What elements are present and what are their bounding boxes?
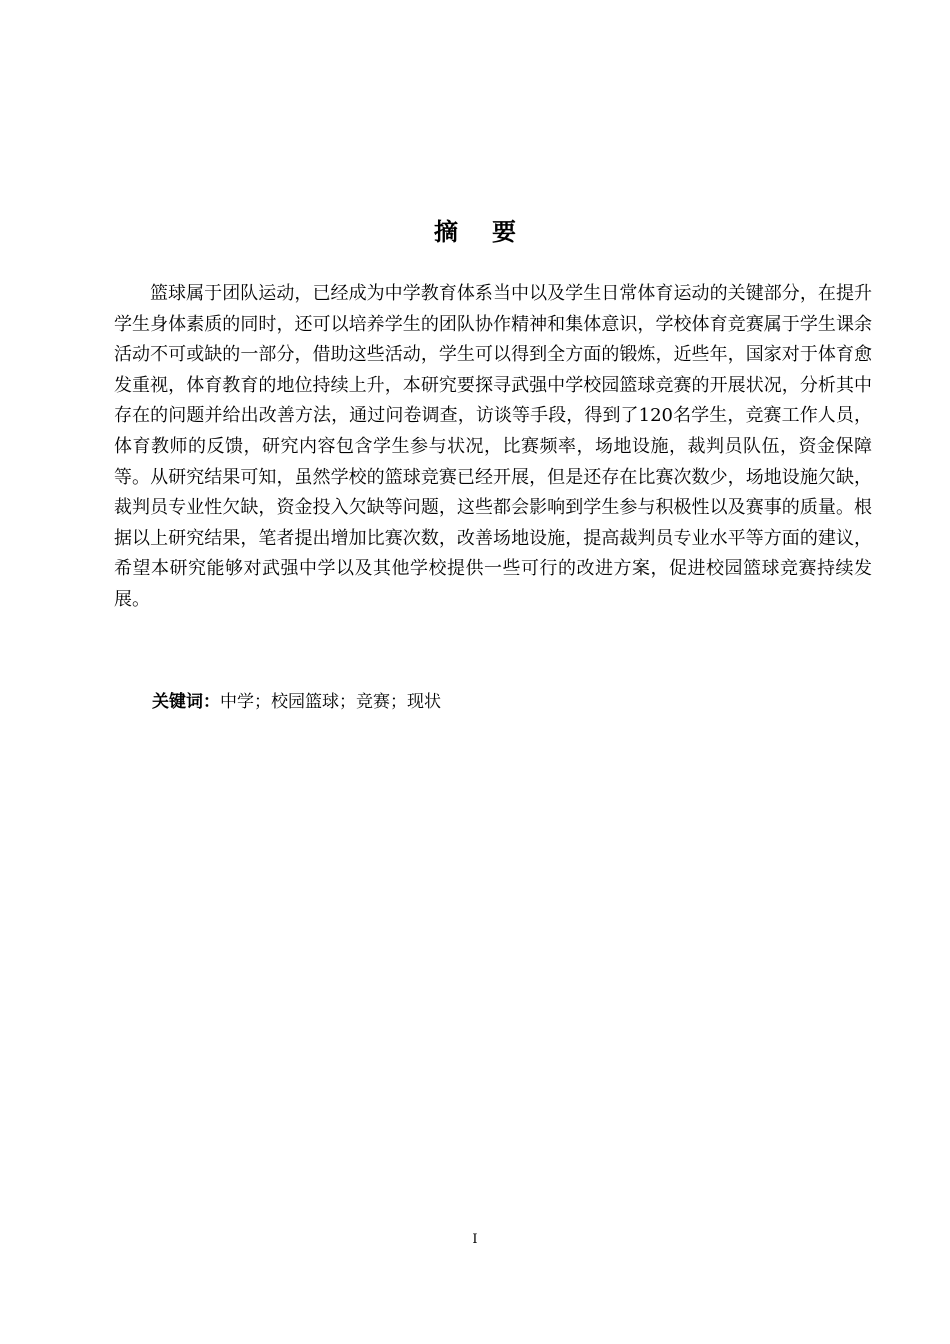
keyword: 校园篮球 [271, 692, 339, 712]
abstract-title: 摘要 [434, 218, 550, 246]
keyword-separator: ； [390, 692, 407, 712]
page-number: I [472, 1232, 478, 1247]
keyword: 竞赛 [356, 692, 390, 712]
abstract-body: 篮球属于团队运动，已经成为中学教育体系当中以及学生日常体育运动的关键部分，在提升学生身体素质的同时，还可以培养学生的团队协作精神和集体意识，学校体育竞赛属于学生课余活动不可或缺的一部分，借助这些活动，学生可以得到全方面的锻炼，近些年，国家对于体育愈发重视，体育教育的地位持续上升，本研究要探寻武强中学校园篮球竞赛的开展状况，分析其中存在的问题并给出改善方法，通过问卷调查，访谈等手段，得到了120名学生，竞赛工作人员，体育教师的反馈，研究内容包含学生参与状况，比赛频率，场地设施，裁判员队伍，资金保障等。从研究结果可知，虽然学校的篮球竞赛已经开展，但是还存在比赛次数少，场地设施欠缺，裁判员专业性欠缺，资金投入欠缺等问题，这些都会影响到学生参与积极性以及赛事的质量。根据以上研究结果，笔者提出增加比赛次数，改善场地设施，提高裁判员专业水平等方面的建议，希望本研究能够对武强中学以及其他学校提供一些可行的改进方案，促进校园篮球竞赛持续发展。 [114, 283, 872, 610]
keyword-separator: ； [254, 692, 271, 712]
keyword: 中学 [220, 692, 254, 712]
keyword: 现状 [407, 692, 441, 712]
keywords-line [152, 687, 852, 717]
keyword-separator: ； [339, 692, 356, 712]
keywords-label: 关键词： [152, 692, 220, 712]
